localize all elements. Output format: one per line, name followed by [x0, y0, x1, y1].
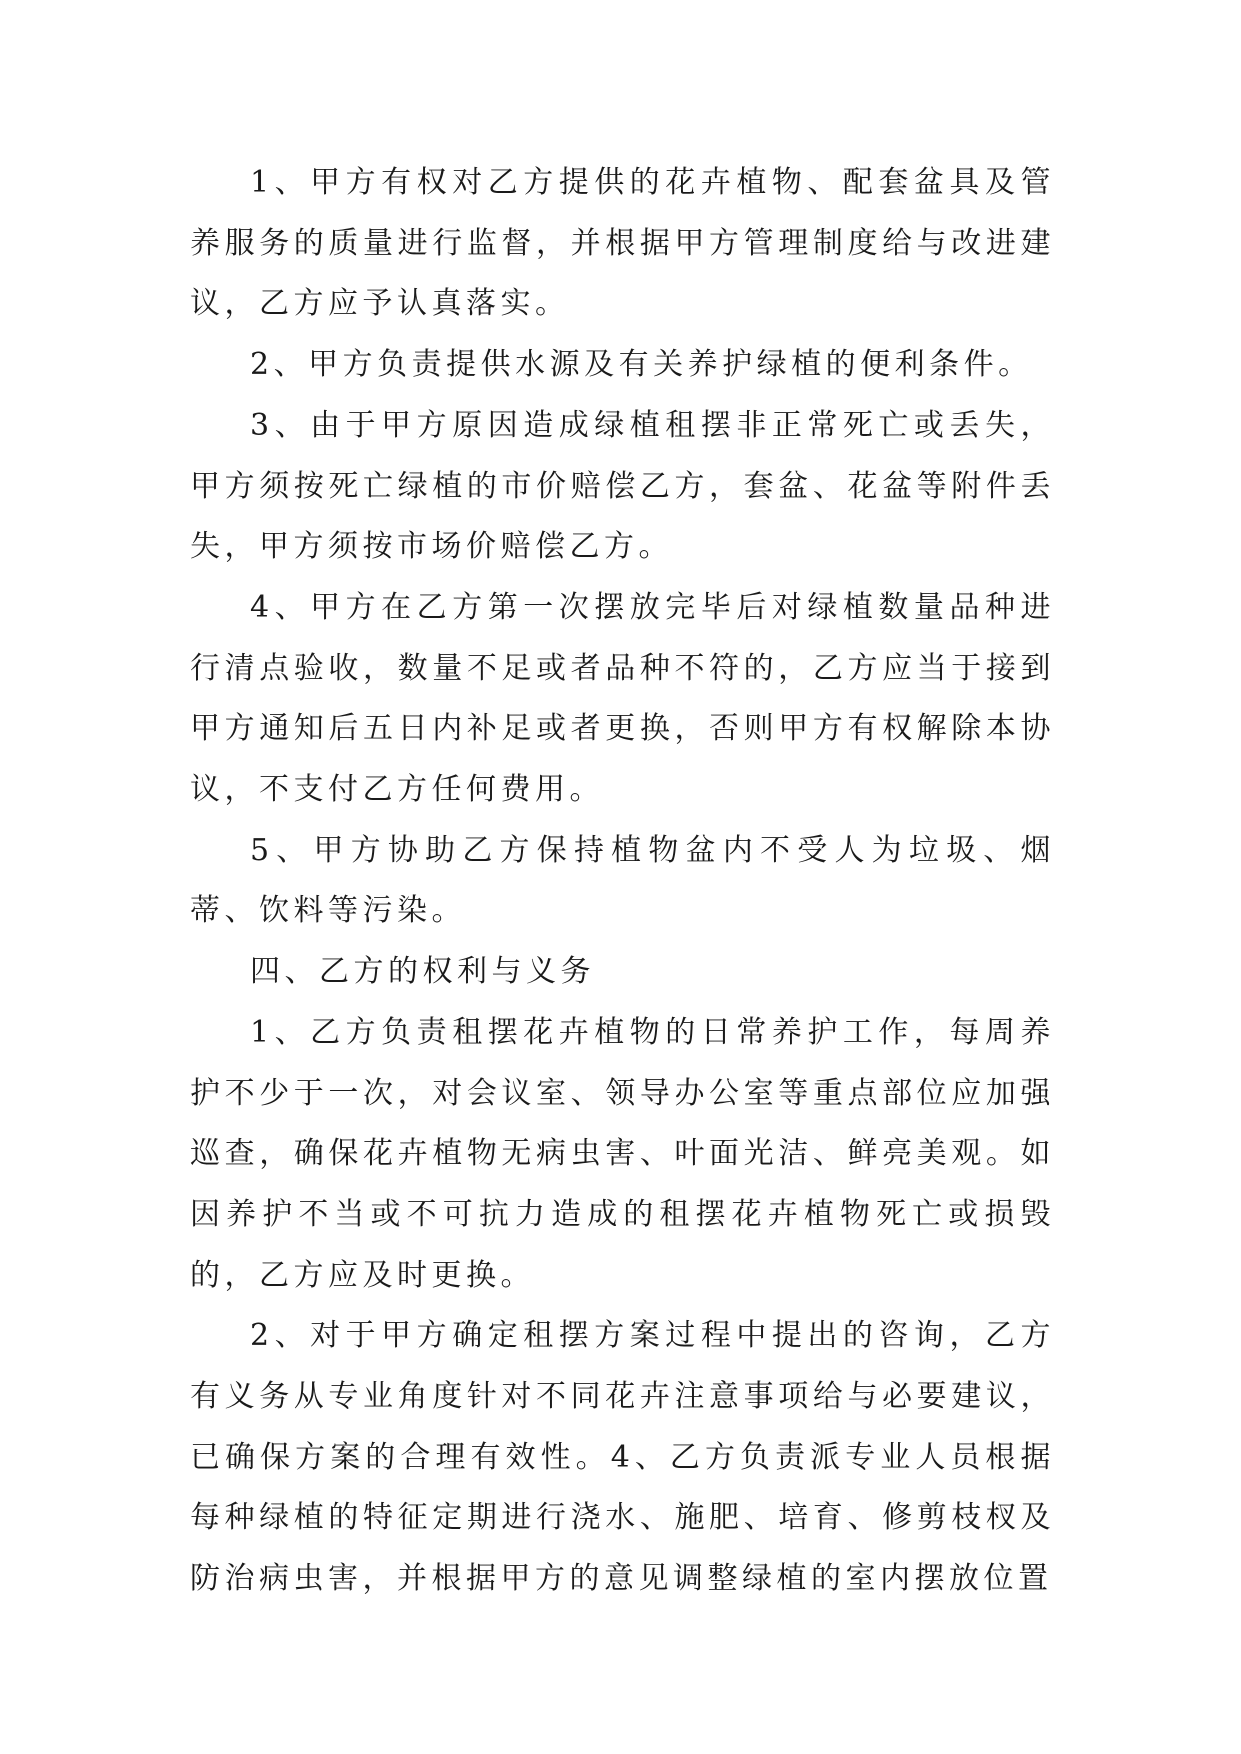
section-heading-party-b: 四、乙方的权利与义务 [250, 954, 595, 990]
paragraph-party-a-water-supply: 2、甲方负责提供水源及有关养护绿植的便利条件。 [250, 347, 1033, 383]
document-body [190, 153, 1055, 1610]
paragraph-party-b-maintenance: 1、乙方负责租摆花卉植物的日常养护工作，每周养护不少于一次，对会议室、领导办公室等重点部位应加强巡查，确保花卉植物无病虫害、叶面光洁、鲜亮美观。如因养护不当或不可抗力造成的租摆花卉植物死亡或损毁的，乙方应及时更换。 [190, 1014, 1055, 1293]
paragraph-party-a-pollution: 5、甲方协助乙方保持植物盆内不受人为垃圾、烟蒂、饮料等污染。 [190, 832, 1055, 929]
paragraph-party-b-consulting: 2、对于甲方确定租摆方案过程中提出的咨询，乙方有义务从专业角度针对不同花卉注意事项给与必要建议，已确保方案的合理有效性。4、乙方负责派专业人员根据每种绿植的特征定期进行浇水、施肥、培育、修剪枝杈及防治病虫害，并根据甲方的意见调整绿植的室内摆放位置 [190, 1318, 1055, 1597]
paragraph-party-a-supervision: 1、甲方有权对乙方提供的花卉植物、配套盆具及管养服务的质量进行监督，并根据甲方管理制度给与改进建议，乙方应予认真落实。 [190, 165, 1055, 322]
paragraph-party-a-compensation: 3、由于甲方原因造成绿植租摆非正常死亡或丢失，甲方须按死亡绿植的市价赔偿乙方，套盆、花盆等附件丢失，甲方须按市场价赔偿乙方。 [190, 407, 1055, 565]
paragraph-party-a-acceptance: 4、甲方在乙方第一次摆放完毕后对绿植数量品种进行清点验收，数量不足或者品种不符的，乙方应当于接到甲方通知后五日内补足或者更换，否则甲方有权解除本协议，不支付乙方任何费用。 [190, 589, 1055, 808]
